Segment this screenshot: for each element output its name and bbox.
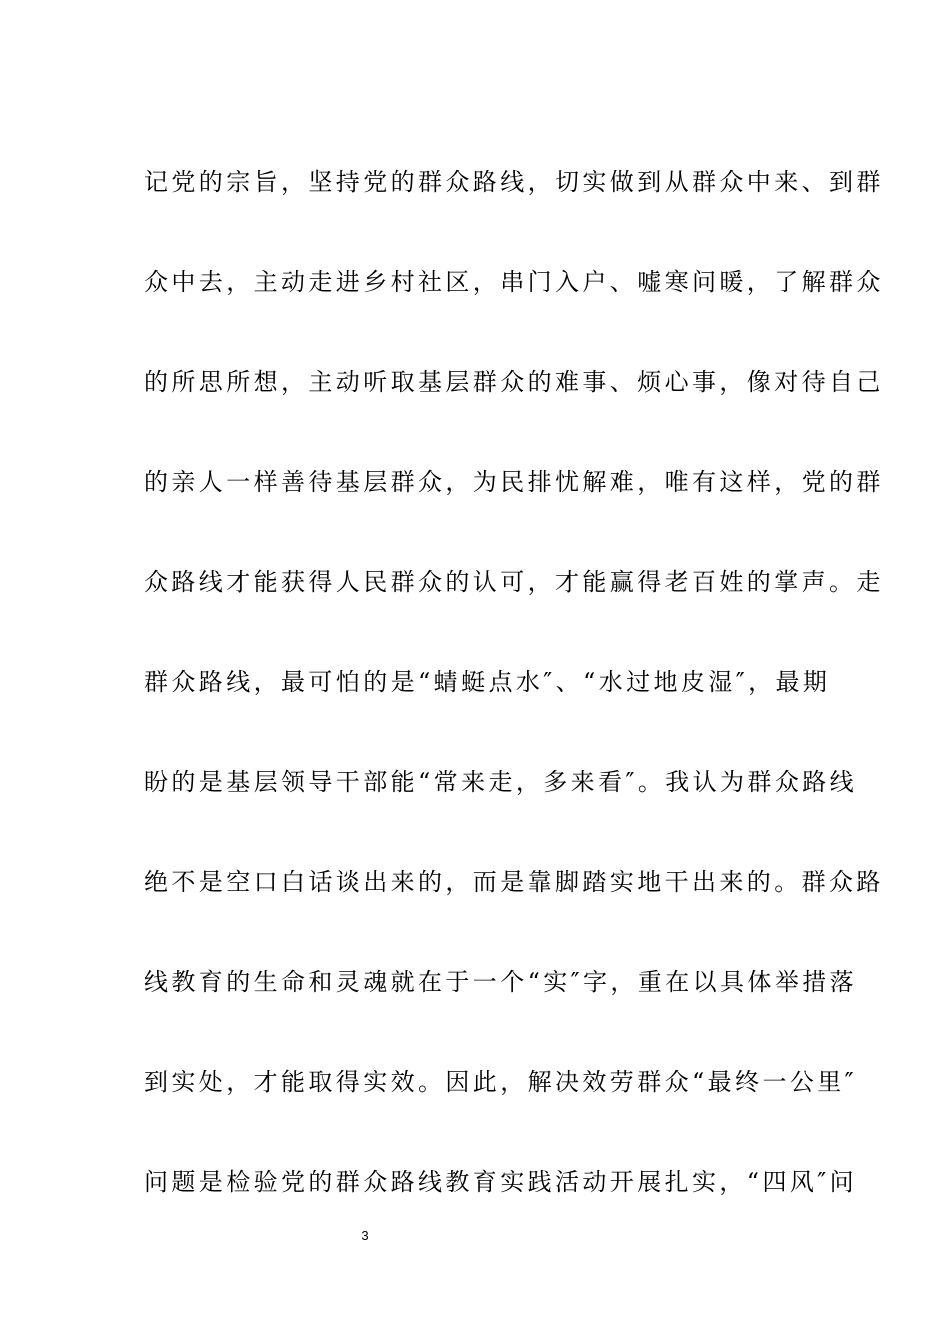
text-line-5: 众路线才能获得人民群众的认可，才能赢得老百姓的掌声。走 <box>144 568 884 596</box>
page-number: 3 <box>361 1228 369 1243</box>
text-line-2: 众中去，主动走进乡村社区，串门入户、嘘寒问暖，了解群众 <box>144 268 884 296</box>
text-line-1: 记党的宗旨，坚持党的群众路线，切实做到从群众中来、到群 <box>144 168 884 196</box>
text-line-8: 绝不是空口白话谈出来的，而是靠脚踏实地干出来的。群众路 <box>144 868 884 896</box>
text-line-9: 线教育的生命和灵魂就在于一个“实″字，重在以具体举措落 <box>144 968 858 996</box>
text-line-4: 的亲人一样善待基层群众，为民排忧解难，唯有这样，党的群 <box>144 468 884 496</box>
text-line-7: 盼的是基层领导干部能“常来走，多来看″。我认为群众路线 <box>144 768 858 796</box>
text-line-10: 到实处，才能取得实效。因此，解决效劳群众“最终一公里″ <box>144 1068 858 1096</box>
body-text <box>144 132 884 1232</box>
text-line-6: 群众路线，最可怕的是“蜻蜓点水″、“水过地皮湿″，最期 <box>144 668 831 696</box>
text-line-11: 问题是检验党的群众路线教育实践活动开展扎实，“四风″问 <box>144 1168 858 1196</box>
text-line-3: 的所思所想，主动听取基层群众的难事、烦心事，像对待自己 <box>144 368 884 396</box>
